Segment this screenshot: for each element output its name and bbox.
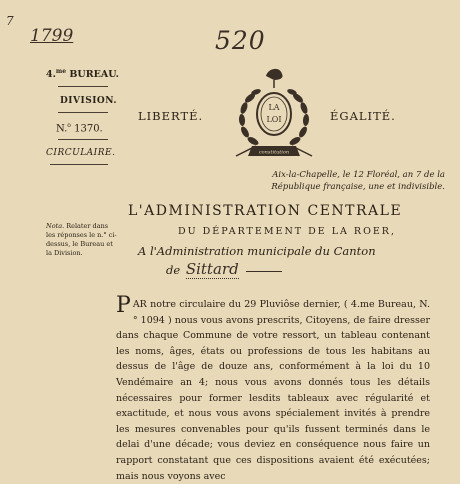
bureau-sup: me — [55, 68, 67, 75]
dateline — [245, 169, 445, 193]
title-department: DU DÉPARTEMENT DE LA ROER, — [178, 226, 396, 237]
liberty-cap — [266, 69, 283, 80]
corner-mark: 7 — [6, 14, 14, 28]
dateline-line-2: République française, une et indivisible. — [271, 182, 445, 192]
divider — [58, 86, 108, 87]
motto-egalite: ÉGALITÉ. — [330, 109, 396, 123]
title-addressee: A l'Administration municipale du Canton — [138, 244, 376, 258]
number-value: 1370. — [74, 123, 103, 135]
handwritten-year: 1799 — [30, 26, 74, 46]
divider — [50, 164, 108, 165]
number-prefix: N. — [56, 123, 68, 135]
body-text: AR notre circulaire du 29 Pluviôse dernier, ( 4.me Bureau, N.° 1094 ) nous vous avons prescrits, Citoyens, de faire dresser dans chaque Commune de votre ressort, un tableau contenant les noms, âges, états ou professions de tous les habitans au dessus de l'âge de douze ans, conformément à la loi du 10 Vendémaire an 4; nous vous avons donnés tous les détails nécessaires pour former lesdits tableaux avec régularité et exactitude, et nous vous avons spécialement invités à prendre les mesures convenables pour qu'ils fussent terminés dans le delai d'une décade; vous deviez en conséquence nous faire un rapport constatant que ces dispositions avaient été exécutées; mais nous voyons avec — [116, 299, 430, 482]
tablet-line-2: LOI — [266, 115, 282, 124]
base-text: constitution — [258, 149, 290, 156]
note-label: Nota. — [46, 222, 65, 230]
drop-cap: P — [116, 293, 131, 318]
republican-emblem — [222, 62, 326, 166]
letter-body — [116, 293, 430, 484]
division-label: DIVISION. — [60, 96, 118, 106]
number-sup: o — [67, 122, 71, 129]
circular-label: CIRCULAIRE. — [46, 148, 116, 158]
handwritten-document-number: 520 — [215, 26, 266, 55]
canton-handwritten: Sittard — [185, 260, 239, 278]
divider — [58, 112, 108, 113]
canton-prefix: de — [166, 263, 181, 277]
bureau-label — [46, 68, 119, 80]
motto-liberte: LIBERTÉ. — [138, 109, 204, 123]
tablet-line-1: LA — [268, 103, 280, 112]
title-canton — [166, 260, 282, 278]
canton-dash — [246, 271, 282, 272]
body-paragraph — [116, 293, 430, 484]
title-administration: L'ADMINISTRATION CENTRALE — [128, 203, 403, 219]
note-text: Relater dans les réponses le n.° ci-dessus, le Bureau et la Division. — [46, 222, 117, 257]
bureau-word: BUREAU. — [69, 69, 119, 81]
side-note — [46, 222, 118, 258]
bureau-number: 4. — [46, 69, 56, 81]
dateline-line-1: Aix-la-Chapelle, le 12 Floréal, an 7 de la — [272, 170, 445, 180]
divider — [58, 139, 108, 140]
reference-number — [56, 122, 103, 134]
